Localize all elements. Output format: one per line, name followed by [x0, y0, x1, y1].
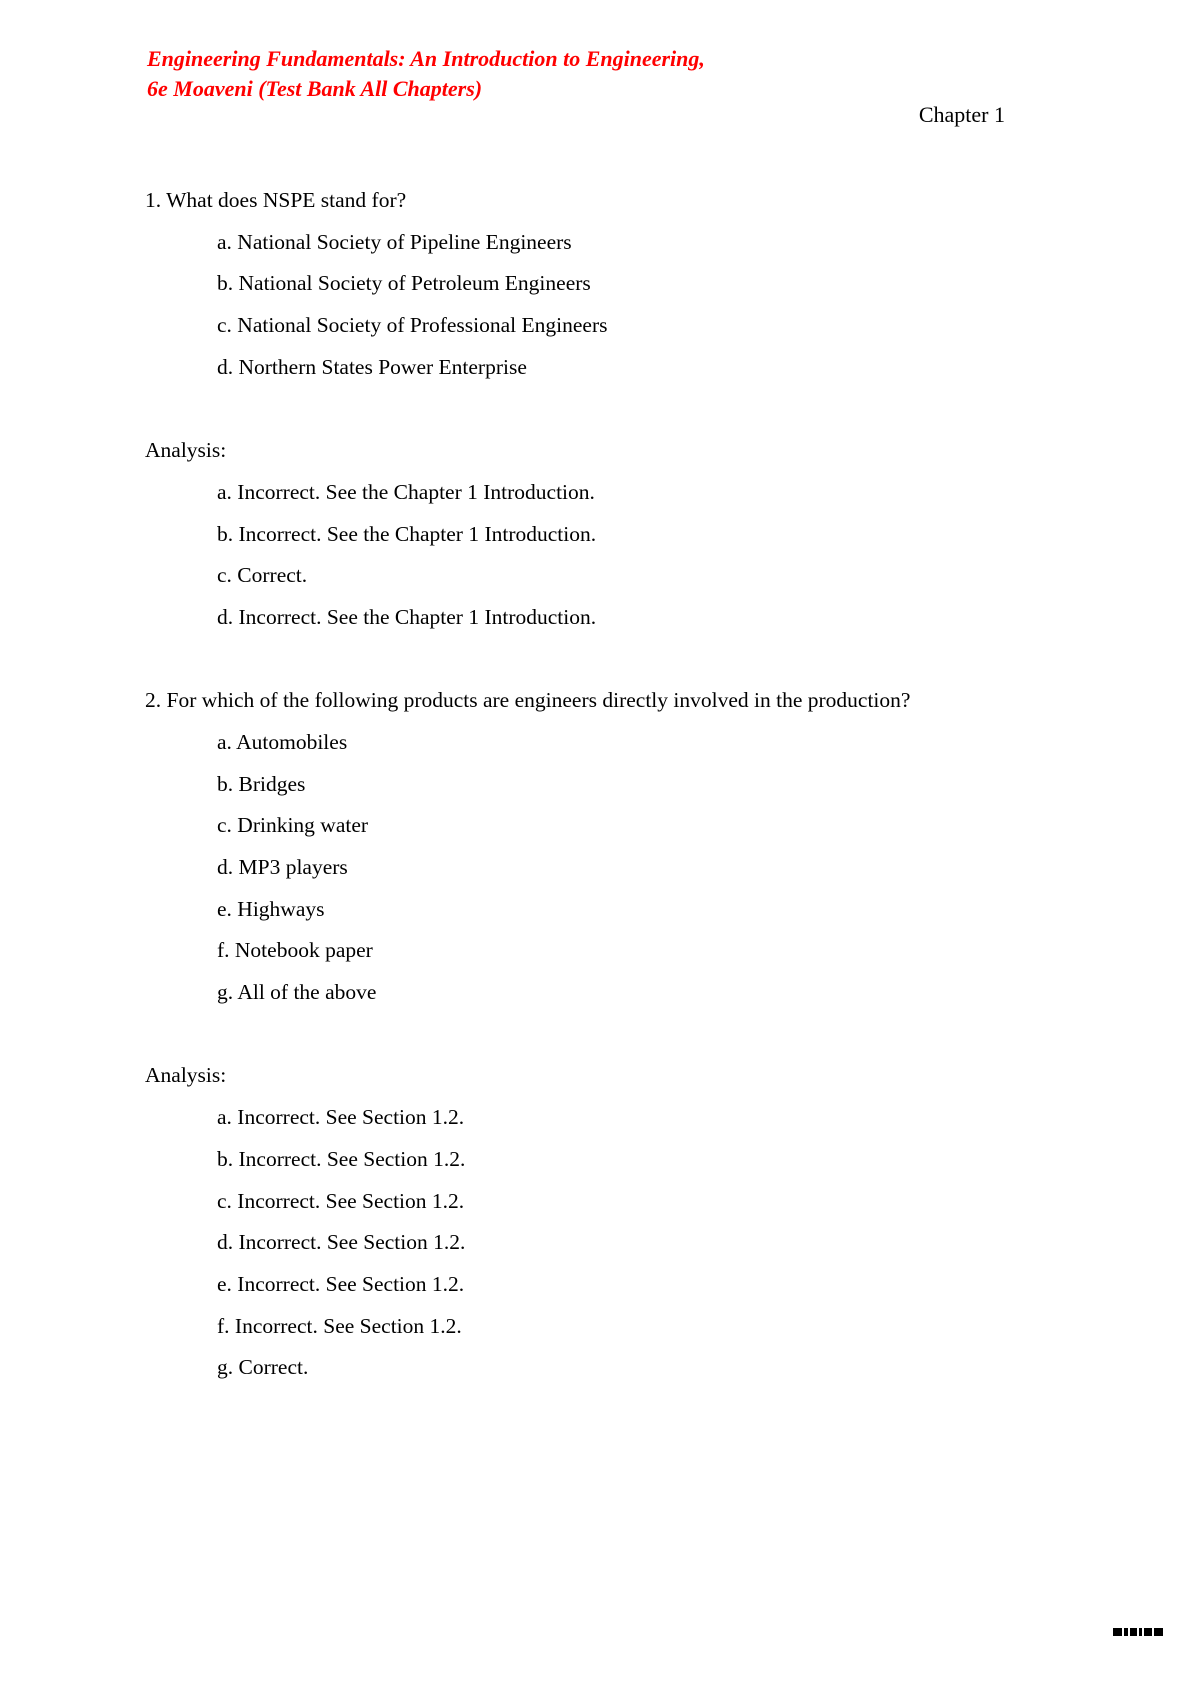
watermark-mark [1113, 1628, 1163, 1636]
question-option: c. Drinking water [217, 813, 369, 838]
analysis-item: e. Incorrect. See Section 1.2. [217, 1271, 465, 1296]
question-option: d. MP3 players [217, 855, 348, 879]
question-prompt: 2. For which of the following products are engineers directly involved in the production? [145, 688, 911, 713]
question-option: b. Bridges [217, 771, 306, 796]
spacer [145, 394, 1045, 436]
analysis-item: b. Incorrect. See the Chapter 1 Introduction. [217, 521, 597, 546]
analysis-item: c. Correct. [217, 563, 308, 588]
question-option: g. All of the above [217, 980, 377, 1005]
analysis-item: a. Incorrect. See Section 1.2. [217, 1105, 465, 1130]
spacer [145, 645, 1045, 687]
question-option: e. Highways [217, 896, 325, 921]
question-option: f. Notebook paper [217, 938, 373, 963]
analysis-item: c. Incorrect. See Section 1.2. [217, 1188, 465, 1213]
question-option: a. Automobiles [217, 729, 348, 754]
chapter-label: Chapter 1 [918, 102, 1005, 127]
analysis-item: a. Incorrect. See the Chapter 1 Introduction. [217, 479, 595, 504]
analysis-item: b. Incorrect. See Section 1.2. [217, 1146, 466, 1171]
question-option: d. Northern States Power Enterprise [217, 354, 527, 379]
question-option: c. National Society of Professional Engineers [217, 313, 608, 338]
question-option: b. National Society of Petroleum Engineers [217, 271, 591, 296]
document-title [147, 44, 705, 104]
analysis-item: d. Incorrect. See the Chapter 1 Introduction. [217, 604, 597, 629]
question-prompt: 1. What does NSPE stand for? [145, 188, 407, 212]
analysis-label: Analysis: [145, 1063, 227, 1088]
document-title-line-2: 6e Moaveni (Test Bank All Chapters) [147, 76, 483, 101]
analysis-label: Analysis: [145, 438, 227, 463]
spacer [145, 1020, 1045, 1062]
document-title-line-1: Engineering Fundamentals: An Introduction to Engineering, [147, 46, 705, 71]
analysis-item: g. Correct. [217, 1355, 309, 1380]
analysis-item: f. Incorrect. See Section 1.2. [217, 1313, 462, 1338]
question-option: a. National Society of Pipeline Engineers [217, 229, 572, 254]
document-body [145, 186, 1045, 1395]
analysis-item: d. Incorrect. See Section 1.2. [217, 1230, 466, 1255]
